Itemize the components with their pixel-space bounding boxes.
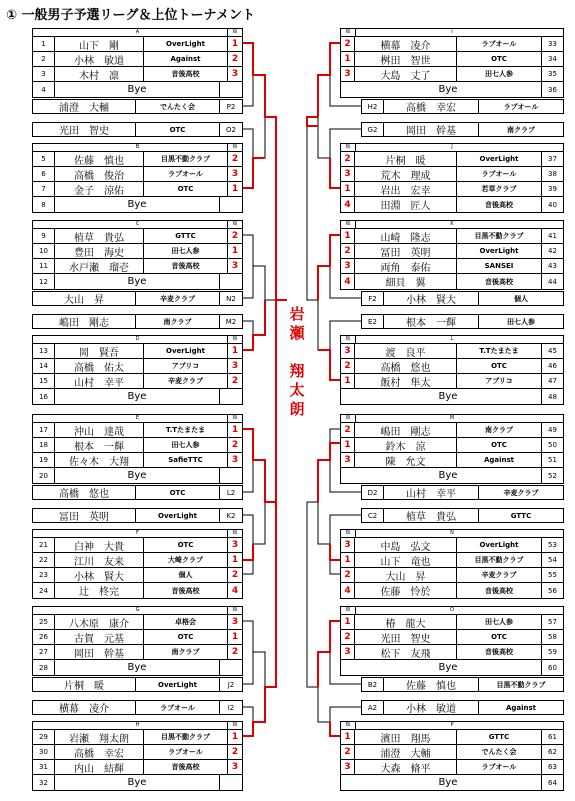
player-name: 飯村 隼太 <box>355 374 457 388</box>
group-p: P 順 1 濱田 翔馬 GTTC 61 2 浦澄 大輔 でんたく会 62 3 大森 脩平 ラブオール 63 Bye 64 <box>340 721 564 791</box>
player-name: 白神 大貴 <box>55 538 144 552</box>
player-name: 岡田 幹基 <box>55 645 144 659</box>
group-l: L 順 3 渡 良平 T.Tたまたま 45 2 高橋 悠也 OTC 46 1 飯村 隼太 アブリコ 47 Bye 48 <box>340 335 564 405</box>
group-d: D 順 13 岡 賢吾 OverLight 1 14 高橋 佑太 アブリコ 3 15 山村 幸平 辛麦クラブ 2 16 Bye <box>32 335 243 405</box>
seed-c2: C2 植草 貴弘 GTTC <box>361 508 564 523</box>
player-name: 金子 涼佑 <box>55 182 144 196</box>
group-g: G 順 25 八木原 康介 卓格会 3 26 古賀 元基 OTC 1 27 岡田 幹基 南クラブ 2 28 Bye <box>32 606 243 676</box>
player-name: 片桐 暖 <box>355 152 457 166</box>
group-e: E 順 17 沖山 達哉 T.Tたまたま 1 18 根本 一輝 田七人参 2 19 佐々木 大翔 SafieTTC 3 20 Bye <box>32 414 243 484</box>
seed-h2: H2 高橋 幸宏 ラブオール <box>361 99 564 114</box>
group-c: C 順 9 植草 貴弘 GTTC 2 10 豊田 海史 田七人参 1 11 水戸瀬 瑠壱 音後高校 3 12 Bye <box>32 220 243 290</box>
player-name: 高橋 俊治 <box>55 167 144 181</box>
player-name: 内山 結輝 <box>55 760 144 774</box>
player-name: 濱田 翔馬 <box>355 730 457 744</box>
player-name: 岡 賢吾 <box>55 344 144 358</box>
seed-m2: 嶋田 剛志 南クラブ M2 <box>32 314 243 329</box>
player-name: 沖山 達哉 <box>55 423 144 437</box>
seed-g2: G2 岡田 幹基 南クラブ <box>361 122 564 137</box>
player-name: 椿 龍大 <box>355 615 457 629</box>
player-name: 大島 丈了 <box>355 67 457 81</box>
seed-i2: 横幕 凌介 ラブオール I2 <box>32 700 243 715</box>
seed-o2: 光田 智史 OTC O2 <box>32 122 243 137</box>
player-name: 大森 脩平 <box>355 760 457 774</box>
seed-d2: D2 山村 幸平 辛麦クラブ <box>361 485 564 500</box>
champion-name: 岩 瀬 翔 太 朗 <box>289 305 305 418</box>
player-name: 植草 貴弘 <box>55 229 144 243</box>
player-name: 冨田 英明 <box>355 244 457 258</box>
player-name: 両角 泰佑 <box>355 259 457 273</box>
seed-n2: 大山 昇 辛麦クラブ N2 <box>32 291 243 306</box>
seed-b2: B2 佐藤 慎也 目黒不動クラブ <box>361 677 564 692</box>
seed-f2: F2 小林 賢大 個人 <box>361 291 564 306</box>
group-k: K 順 1 山崎 隆志 目黒不動クラブ 41 2 冨田 英明 OverLight 42 3 両角 泰佑 SANSEI 43 4 細貝 翼 音後高校 44 <box>340 220 564 290</box>
player-name: 八木原 康介 <box>55 615 144 629</box>
player-name: 高橋 佑太 <box>55 359 144 373</box>
player-name: 小林 賢大 <box>55 568 144 582</box>
seed-p2: 浦澄 大輔 でんたく会 P2 <box>32 99 243 114</box>
player-name: 佐々木 大翔 <box>55 453 144 467</box>
player-name: 佐藤 怜於 <box>355 583 457 598</box>
player-name: 鈴木 涼 <box>355 438 457 452</box>
player-name: 松下 友飛 <box>355 645 457 659</box>
group-i: I 順 2 横幕 凌介 ラブオール 33 1 桝田 智世 OTC 34 3 大島 丈了 田七人参 35 Bye 36 <box>340 28 564 98</box>
player-name: 山村 幸平 <box>55 374 144 388</box>
page-title: ① 一般男子予選リーグ＆上位トーナメント <box>6 8 256 23</box>
player-name: 浦澄 大輔 <box>355 745 457 759</box>
player-name: 木村 凛 <box>55 67 144 81</box>
player-name: 中島 弘文 <box>355 538 457 552</box>
player-name: 山下 剛 <box>55 37 144 51</box>
player-name: 小林 敏道 <box>55 52 144 66</box>
player-name: 田淵 匠人 <box>355 197 457 212</box>
group-n: N 順 3 中島 弘文 OverLight 53 1 山下 竜也 目黒不動クラブ 54 2 大山 昇 辛麦クラブ 55 4 佐藤 怜於 音後高校 56 <box>340 529 564 599</box>
player-name: 水戸瀬 瑠壱 <box>55 259 144 273</box>
player-name: 辻 柊完 <box>55 583 144 598</box>
seed-k2: 冨田 英明 OverLight K2 <box>32 508 243 523</box>
seed-l2: 高橋 悠也 OTC L2 <box>32 485 243 500</box>
player-name: 横幕 凌介 <box>355 37 457 51</box>
player-name: 高橋 悠也 <box>355 359 457 373</box>
seed-j2: 片桐 暖 OverLight J2 <box>32 677 243 692</box>
player-name: 古賀 元基 <box>55 630 144 644</box>
seed-e2: E2 根本 一輝 田七人参 <box>361 314 564 329</box>
player-name: 陳 允文 <box>355 453 457 467</box>
player-name: 嶋田 剛志 <box>355 423 457 437</box>
group-m: M 順 2 嶋田 剛志 南クラブ 49 1 鈴木 涼 OTC 50 3 陳 允文 Against 51 Bye 52 <box>340 414 564 484</box>
group-h: H 順 29 岩瀬 翔太朗 目黒不動クラブ 1 30 高橋 幸宏 ラブオール 2 31 内山 結輝 音後高校 3 32 Bye <box>32 721 243 791</box>
seed-a2: A2 小林 敏道 Against <box>361 700 564 715</box>
player-name: 高橋 幸宏 <box>55 745 144 759</box>
player-name: 山崎 隆志 <box>355 229 457 243</box>
player-name: 岩瀬 翔太朗 <box>55 730 144 744</box>
group-o: O 順 1 椿 龍大 田七人参 57 2 光田 智史 OTC 58 3 松下 友飛 音後高校 59 Bye 60 <box>340 606 564 676</box>
player-name: 細貝 翼 <box>355 274 457 289</box>
player-name: 渡 良平 <box>355 344 457 358</box>
group-b: B 順 5 佐藤 慎也 目黒不動クラブ 2 6 高橋 俊治 ラブオール 3 7 金子 涼佑 OTC 1 8 Bye <box>32 143 243 213</box>
player-name: 大山 昇 <box>355 568 457 582</box>
group-a: A 順 1 山下 剛 OverLight 1 2 小林 敏道 Against 2 3 木村 凛 音後高校 3 4 Bye <box>32 28 243 98</box>
player-name: 桝田 智世 <box>355 52 457 66</box>
player-name: 光田 智史 <box>355 630 457 644</box>
player-name: 荒木 理成 <box>355 167 457 181</box>
player-name: 豊田 海史 <box>55 244 144 258</box>
player-name: 岩出 宏幸 <box>355 182 457 196</box>
group-j: J 順 2 片桐 暖 OverLight 37 3 荒木 理成 ラブオール 38 1 岩出 宏幸 若草クラブ 39 4 田淵 匠人 音後高校 40 <box>340 143 564 213</box>
player-name: 佐藤 慎也 <box>55 152 144 166</box>
player-name: 山下 竜也 <box>355 553 457 567</box>
group-f: F 順 21 白神 大貴 OTC 3 22 江川 友来 大崎クラブ 1 23 小林 賢大 個人 2 24 辻 柊完 音後高校 4 <box>32 529 243 599</box>
player-name: 江川 友来 <box>55 553 144 567</box>
player-name: 根本 一輝 <box>55 438 144 452</box>
